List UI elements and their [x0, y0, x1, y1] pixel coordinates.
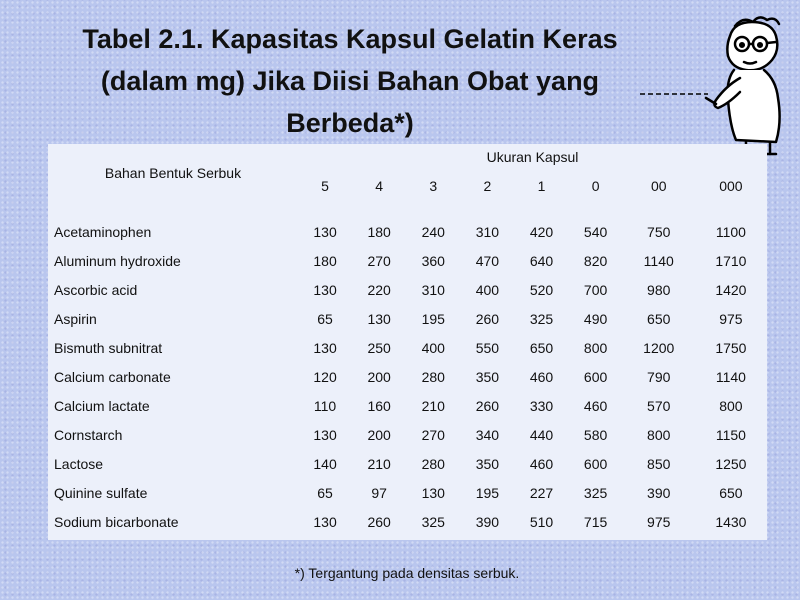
size-header: 4	[375, 178, 384, 194]
table-row	[48, 391, 767, 420]
table-row	[48, 275, 767, 304]
substance-name: Calcium carbonate	[54, 368, 171, 385]
substance-name: Aluminum hydroxide	[54, 252, 181, 269]
slide-title	[20, 18, 680, 144]
capacity-value: 360	[421, 252, 445, 269]
table-row	[48, 246, 767, 275]
capacity-value: 1100	[715, 223, 746, 240]
capacity-value: 550	[475, 339, 500, 356]
capsule-capacity-table	[48, 144, 767, 540]
capacity-value: 750	[647, 223, 671, 240]
capacity-value: 580	[583, 426, 608, 443]
capacity-value: 850	[647, 455, 671, 472]
capacity-value: 260	[475, 397, 500, 414]
capacity-value: 715	[583, 513, 608, 530]
size-header: 5	[321, 178, 329, 194]
capacity-value: 350	[475, 368, 500, 385]
capacity-value: 310	[475, 223, 500, 240]
capacity-value: 330	[529, 397, 554, 414]
substance-name: Acetaminophen	[54, 223, 152, 240]
capacity-value: 325	[529, 310, 554, 327]
row-header: Bahan Bentuk Serbuk	[104, 165, 242, 181]
capacity-value: 130	[367, 310, 391, 327]
substance-name: Ascorbic acid	[54, 281, 138, 298]
capacity-value: 1430	[715, 513, 747, 530]
capacity-value: 130	[313, 513, 337, 530]
size-header: 000	[719, 178, 743, 194]
capacity-value: 210	[367, 455, 391, 472]
capacity-value: 460	[583, 397, 608, 414]
capacity-value: 200	[367, 426, 391, 443]
cartoon-professor-writing-icon	[630, 8, 800, 158]
capacity-value: 130	[313, 223, 337, 240]
table-row	[48, 333, 767, 362]
table-row	[48, 304, 767, 333]
substance-name: Bismuth subnitrat	[54, 339, 163, 356]
substance-name: Quinine sulfate	[54, 484, 148, 501]
capacity-value: 820	[583, 252, 608, 269]
capacity-value: 1150	[715, 426, 746, 443]
capacity-value: 800	[719, 397, 743, 414]
column-group-header: Ukuran Kapsul	[486, 149, 579, 165]
capacity-value: 340	[475, 426, 500, 443]
table-row	[48, 507, 767, 536]
capacity-value: 180	[367, 223, 391, 240]
size-header: 00	[650, 178, 667, 194]
capacity-value: 600	[583, 455, 608, 472]
capacity-value: 650	[647, 310, 671, 327]
capacity-value: 65	[317, 484, 333, 501]
capacity-value: 227	[529, 484, 554, 501]
capacity-value: 65	[317, 310, 333, 327]
table-row	[48, 449, 767, 478]
capacity-value: 570	[647, 397, 671, 414]
size-header: 1	[537, 178, 546, 194]
capacity-value: 390	[475, 513, 500, 530]
table-row	[48, 420, 767, 449]
capacity-value: 270	[421, 426, 445, 443]
capacity-value: 975	[647, 513, 671, 530]
capacity-value: 97	[371, 484, 387, 501]
slide-title-line-2: (dalam mg) Jika Diisi Bahan Obat yang	[100, 66, 600, 96]
size-header: 3	[429, 178, 438, 194]
capacity-value: 310	[421, 281, 445, 298]
capacity-value: 980	[647, 281, 671, 298]
capacity-value: 470	[475, 252, 500, 269]
capacity-value: 800	[583, 339, 608, 356]
capacity-value: 1200	[643, 339, 675, 356]
capacity-value: 650	[719, 484, 743, 501]
capacity-value: 280	[421, 368, 445, 385]
capacity-value: 140	[313, 455, 337, 472]
capacity-value: 640	[529, 252, 554, 269]
capacity-value: 520	[529, 281, 554, 298]
capacity-value: 195	[421, 310, 445, 327]
capacity-value: 280	[421, 455, 445, 472]
capacity-value: 1420	[715, 281, 747, 298]
data-table	[48, 144, 767, 536]
capacity-value: 1140	[715, 368, 746, 385]
capacity-value: 490	[583, 310, 608, 327]
capacity-value: 325	[421, 513, 445, 530]
capacity-value: 350	[475, 455, 500, 472]
capacity-value: 1140	[643, 252, 674, 269]
capacity-value: 200	[367, 368, 391, 385]
capacity-value: 420	[529, 223, 554, 240]
slide-title-line-1: Tabel 2.1. Kapasitas Kapsul Gelatin Keras	[82, 24, 618, 54]
capacity-value: 440	[529, 426, 554, 443]
capacity-value: 120	[313, 368, 337, 385]
substance-name: Aspirin	[54, 310, 97, 327]
capacity-value: 600	[583, 368, 608, 385]
capacity-value: 195	[475, 484, 500, 501]
size-header: 2	[483, 178, 492, 194]
capacity-value: 700	[583, 281, 608, 298]
substance-name: Calcium lactate	[54, 397, 150, 414]
capacity-value: 210	[421, 397, 445, 414]
substance-name: Sodium bicarbonate	[54, 513, 179, 530]
capacity-value: 130	[421, 484, 445, 501]
capacity-value: 260	[367, 513, 391, 530]
capacity-value: 130	[313, 426, 337, 443]
capacity-value: 270	[367, 252, 391, 269]
slide-title-line-3: Berbeda*)	[286, 108, 414, 138]
capacity-value: 400	[421, 339, 445, 356]
capacity-value: 130	[313, 339, 337, 356]
table-row	[48, 362, 767, 391]
capacity-value: 160	[367, 397, 391, 414]
capacity-value: 1250	[715, 455, 747, 472]
table-row	[48, 217, 767, 246]
capacity-value: 800	[647, 426, 671, 443]
capacity-value: 460	[529, 455, 554, 472]
capacity-value: 510	[529, 513, 554, 530]
capacity-value: 325	[583, 484, 608, 501]
capacity-value: 220	[367, 281, 391, 298]
capacity-value: 1750	[715, 339, 747, 356]
table-row	[48, 478, 767, 507]
capacity-value: 400	[475, 281, 500, 298]
capacity-value: 790	[647, 368, 671, 385]
capacity-value: 110	[313, 397, 337, 414]
substance-name: Cornstarch	[54, 426, 123, 443]
capacity-value: 250	[367, 339, 391, 356]
footnote: *) Tergantung pada densitas serbuk.	[294, 565, 520, 581]
size-header: 0	[591, 178, 600, 194]
capacity-value: 540	[583, 223, 608, 240]
substance-name: Lactose	[54, 455, 104, 472]
capacity-value: 260	[475, 310, 500, 327]
capacity-value: 650	[529, 339, 554, 356]
table-body	[48, 217, 767, 536]
capacity-value: 1710	[715, 252, 747, 269]
capacity-value: 390	[647, 484, 671, 501]
capacity-value: 180	[313, 252, 337, 269]
capacity-value: 975	[719, 310, 743, 327]
capacity-value: 130	[313, 281, 337, 298]
capacity-value: 460	[529, 368, 554, 385]
capacity-value: 240	[421, 223, 445, 240]
